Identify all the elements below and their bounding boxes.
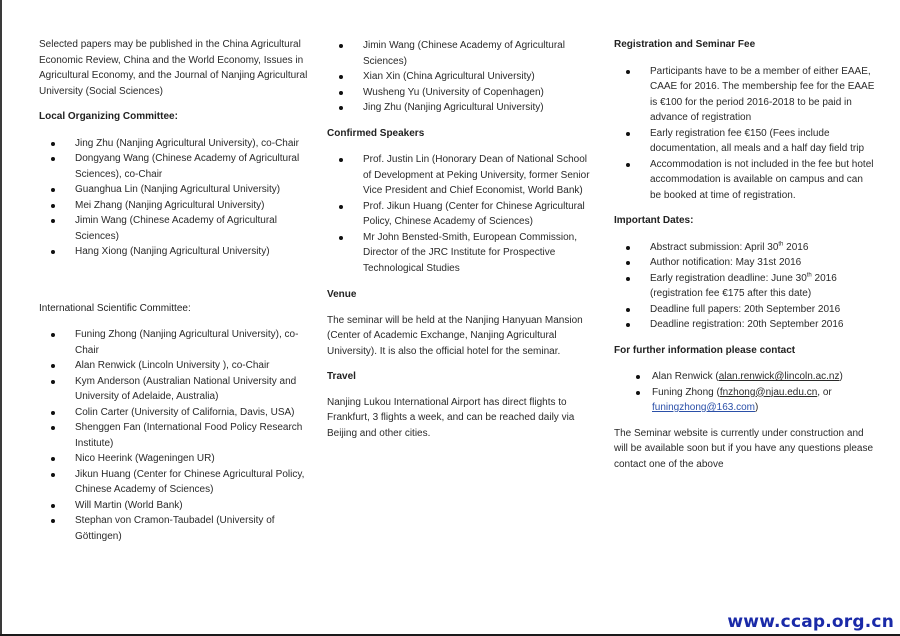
- renwick-email-link[interactable]: alan.renwick@lincoln.ac.nz: [718, 371, 840, 382]
- paren-close: ): [839, 371, 843, 382]
- list-item: Prof. Justin Lin (Honorary Dean of National School of Development at Peking University, former Senior Vice President and Chief Economist, World Bank): [327, 152, 592, 199]
- list-item: Will Martin (World Bank): [39, 498, 314, 514]
- list-item: Guanghua Lin (Nanjing Agricultural University): [39, 182, 314, 198]
- separator: , or: [817, 386, 832, 398]
- footer-url-watermark: www.ccap.org.cn: [727, 612, 894, 632]
- registration-heading: Registration and Seminar Fee: [614, 39, 756, 50]
- list-item: Stephan von Cramon-Taubadel (University of Göttingen): [39, 513, 314, 544]
- list-item: Early registration fee €150 (Fees include documentation, all meals and a half day field trip: [614, 126, 876, 157]
- speakers-list: [327, 152, 592, 276]
- local-committee-list: [39, 136, 314, 260]
- list-item: Hang Xiong (Nanjing Agricultural University): [39, 244, 314, 260]
- list-item: Colin Carter (University of California, Davis, USA): [39, 405, 314, 421]
- abstract-date-sup: th: [778, 241, 784, 248]
- venue-text: The seminar will be held at the Nanjing Hanyuan Mansion (Center of Academic Exchange, Nanjing Agricultural University). It is also the official hotel for the seminar.: [327, 314, 583, 357]
- abstract-date-text: Abstract submission: April 30: [650, 241, 779, 253]
- intl-committee-list: [39, 327, 314, 544]
- list-item: Funing Zhong (Nanjing Agricultural University), co-Chair: [39, 327, 314, 358]
- column-left: [39, 37, 314, 544]
- contact-zhong: [614, 385, 876, 416]
- intl-committee-list-continued: [327, 38, 592, 116]
- list-item: Wusheng Yu (University of Copenhagen): [327, 85, 592, 101]
- column-right: [614, 37, 876, 472]
- list-item: Jing Zhu (Nanjing Agricultural University): [327, 100, 592, 116]
- list-item: Kym Anderson (Australian National University and University of Adelaide, Australia): [39, 374, 314, 405]
- list-item: Shenggen Fan (International Food Policy Research Institute): [39, 420, 314, 451]
- list-item: [614, 271, 876, 302]
- list-item: Author notification: May 31st 2016: [614, 255, 876, 271]
- early-reg-text: Early registration deadline: June 30: [650, 272, 807, 284]
- list-item: Jimin Wang (Chinese Academy of Agricultural Sciences): [327, 38, 592, 69]
- list-item: Prof. Jikun Huang (Center for Chinese Agricultural Policy, Chinese Academy of Sciences): [327, 199, 592, 230]
- abstract-date-year: 2016: [783, 241, 809, 253]
- speakers-heading: Confirmed Speakers: [327, 127, 425, 139]
- travel-text: Nanjing Lukou International Airport has direct flights to Frankfurt, 3 flights a week, and can be reached daily via Beijing and other cities.: [327, 396, 575, 439]
- early-reg-year: 2016 (registration fee €175 after this date): [650, 272, 837, 299]
- list-item: Dongyang Wang (Chinese Academy of Agricultural Sciences), co-Chair: [39, 151, 314, 182]
- travel-heading: Travel: [327, 371, 356, 382]
- list-item: Deadline full papers: 20th September 2016: [614, 302, 876, 318]
- list-item: Xian Xin (China Agricultural University): [327, 69, 592, 85]
- registration-list: [614, 64, 876, 204]
- list-item: [614, 240, 876, 256]
- list-item: Mei Zhang (Nanjing Agricultural University): [39, 198, 314, 214]
- contact-renwick: [614, 369, 876, 385]
- contact-heading: For further information please contact: [614, 344, 796, 356]
- local-committee-heading: Local Organizing Committee:: [39, 111, 178, 122]
- zhong-email-link-2[interactable]: funingzhong@163.com: [652, 402, 755, 413]
- contact-list: [614, 369, 876, 416]
- list-item: Mr John Bensted-Smith, European Commission, Director of the JRC Institute for Prospective Technological Studies: [327, 230, 592, 277]
- list-item: Participants have to be a member of either EAAE, CAAE for 2016. The membership fee for the EAAE is €100 for the period 2016-2018 to be paid in advance of registration: [614, 64, 876, 126]
- list-item: Nico Heerink (Wageningen UR): [39, 451, 314, 467]
- list-item: Accommodation is not included in the fee but hotel accommodation is available on campus and can be booked at time of registration.: [614, 157, 876, 204]
- dates-heading: Important Dates:: [614, 215, 694, 226]
- publication-note: Selected papers may be published in the China Agricultural Economic Review, China and the World Economy, Issues in Agricultural Economy, and the Journal of Nanjing Agricultural University (Social Sciences): [39, 39, 308, 97]
- venue-heading: Venue: [327, 289, 357, 300]
- website-note: The Seminar website is currently under construction and will be available soon but if you have any questions please contact one of the above: [614, 427, 874, 470]
- paren-close: ): [755, 402, 759, 413]
- column-middle: [327, 38, 592, 441]
- list-item: Jimin Wang (Chinese Academy of Agricultural Sciences): [39, 213, 314, 244]
- early-reg-sup: th: [806, 272, 812, 279]
- list-item: Jing Zhu (Nanjing Agricultural University), co-Chair: [39, 136, 314, 152]
- contact-name: Alan Renwick (: [652, 371, 719, 382]
- dates-list: [614, 240, 876, 333]
- contact-name: Funing Zhong (: [652, 386, 720, 398]
- intl-committee-heading: International Scientific Committee:: [39, 302, 191, 314]
- list-item: Alan Renwick (Lincoln University ), co-Chair: [39, 358, 314, 374]
- list-item: Deadline registration: 20th September 2016: [614, 317, 876, 333]
- page-left-border: [0, 0, 2, 636]
- zhong-email-link-1[interactable]: fnzhong@njau.edu.cn: [719, 386, 818, 398]
- list-item: Jikun Huang (Center for Chinese Agricultural Policy, Chinese Academy of Sciences): [39, 467, 314, 498]
